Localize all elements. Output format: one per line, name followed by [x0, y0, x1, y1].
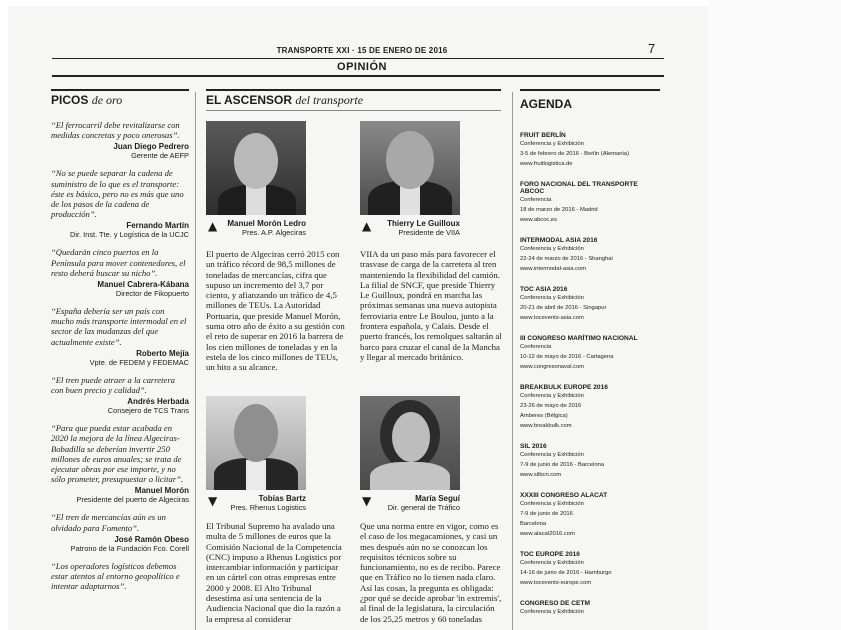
ascensor-rule	[206, 89, 501, 91]
up-arrow-icon: ▲	[208, 219, 218, 233]
agenda-event: TOC ASIA 2016 Conferencia y Exhibición 20-21 de abril de 2016 - Singapur www.tocevents-asia.com	[520, 286, 607, 321]
agenda-title: AGENDA	[520, 97, 573, 111]
agenda-event: TOC EUROPE 2016 Conferencia y Exhibición 14-16 de junio de 2016 - Hamburgo www.tocevents-europe.com	[520, 551, 612, 586]
photo-tobias-bartz	[206, 396, 306, 490]
quote-item: “El ferrocarril debe revitalizarse con medidas concretas y poco onerosas”. Juan Diego Pedrero Gerente de AEFP	[51, 120, 189, 161]
newspaper-page	[8, 6, 708, 630]
agenda-rule	[520, 89, 660, 91]
agenda-event: FORO NACIONAL DEL TRANSPORTE ABCOC Conferencia 18 de marzo de 2016 - Madrid www.abcoc.es	[520, 181, 638, 223]
article-bartz: El Tribunal Supremo ha avalado una multa de 5 millones de euros que la Comisión Nacional de la Competencia (CNC) impuso a Rhenus Logistics por intercambiar información y participar en un cártel con otras empresas entre 2000 y 2008. El Alto Tribunal desestima así una sentencia de la Audiencia Nacional que dio la razón a la empresa al considerar	[206, 521, 342, 624]
quote-item: “Los operadores logísticos debemos estar atentos al entorno geopolítico e intentar adaptarnos”.	[51, 560, 180, 592]
agenda-event: FRUIT BERLÍN Conferencia y Exhibición 3-5 de febrero de 2016 - Berlín (Alemania) www.fruitlogistica.de	[520, 132, 629, 167]
caption-tobias-bartz: Tobías Bartz Pres. Rhenus Logistics	[230, 494, 306, 512]
photo-thierry-le-guilloux	[360, 121, 460, 215]
section-rule	[52, 75, 664, 77]
down-arrow-icon: ▼	[362, 494, 372, 508]
article-le-guilloux: VIIA da un paso más para favorecer el trasvase de carga de la carretera al tren manteniendo la flexibilidad del camión. La filial de SNCF, que preside Thierry Le Guilloux, pondrá en marcha las próximas semanas una nueva autopista ferroviaria entre Le Boulou, junto a la frontera española, y Calais. Desde el puerto francés, los remolques saltarán al barco para cruzar el canal de la Mancha y llegar al mercado británico.	[360, 249, 502, 362]
down-arrow-icon: ▼	[208, 494, 218, 508]
photo-maria-segui	[360, 396, 460, 490]
quote-item: “El tren puede atraer a la carretera con buen precio y calidad”. Andrés Herbada Consejero de TCS Trans	[51, 374, 189, 416]
quote-item: “Para que pueda estar acabada en 2020 la mejora de la línea Algeciras-Bobadilla se deberían invertir 250 millones de euros anuales; se trata de ejecutar obras por ese importe, y no sólo prometer, presupuestar o licitar”. Manuel Morón Presidente del puerto de Algeciras	[51, 423, 189, 505]
article-moron: El puerto de Algeciras cerró 2015 con un tráfico récord de 98,5 millones de toneladas de mercancías, cifra que supuso un incremento del 3,7 por ciento, y afianzando un tráfico de 4,5 millones de TEUs. La Autoridad Portuaria, que preside Manuel Morón, suma otro año de éxito a su gestión con el reto de superar en 2016 la barrera de los cien millones de toneladas y en la estela de los cinco millones de TEUs, un hito a su alcance.	[206, 249, 345, 373]
top-rule	[52, 58, 664, 59]
caption-thierry-le-guilloux: Thierry Le Guilloux Presidente de VIIA	[387, 219, 460, 237]
ascensor-title: EL ASCENSOR del transporte	[206, 93, 364, 107]
caption-manuel-moron: Manuel Morón Ledro Pres. A.P. Algeciras	[227, 219, 306, 237]
picos-title: PICOS de oro	[51, 93, 123, 107]
agenda-event: CONGRESO DE CETM Conferencia y Exhibición	[520, 600, 590, 615]
picos-rule	[51, 89, 189, 91]
photo-manuel-moron	[206, 121, 306, 215]
article-segui: Que una norma entre en vigor, como es el caso de los megacamiones, y casi un mes después aún no se conozcan los requisitos técnicos sobre su funcionamiento, no es de recibo. Parece que en Tráfico no lo tienen nada claro. Así las cosas, la pregunta es obligada: ¿por qué se decide aprobar 'in extremis', al final de la legislatura, la circulación de los 25,25 metros y 60 toneladas	[360, 521, 502, 624]
agenda-event: XXXIII CONGRESO ALACAT Conferencia y Exhibición 7-9 de junio de 2016 Barcelona www.alacat2016.com	[520, 492, 608, 537]
page-number: 7	[648, 41, 656, 56]
column-divider	[195, 92, 196, 630]
up-arrow-icon: ▲	[362, 219, 372, 233]
agenda-event: BREAKBULK EUROPE 2016 Conferencia y Exhibición 23-26 de mayo de 2016 Amberes (Bélgica) www.breakbulk.com	[520, 384, 608, 429]
column-divider	[512, 92, 513, 630]
agenda-event: III CONGRESO MARÍTIMO NACIONAL Conferencia 10-12 de mayo de 2016 - Cartagena www.congresonaval.com	[520, 335, 638, 370]
quote-item: “España debería ser un país con mucho más transporte intermodal en el sector de las mudanzas del que actualmente existe”. Roberto Mejía Vpte. de FEDEM y FEDEMAC	[51, 306, 189, 367]
scan-margin	[708, 0, 841, 630]
publication-header: TRANSPORTE XXI · 15 DE ENERO DE 2016	[276, 46, 448, 55]
quote-item: “Quedarán cinco puertos en la Península para mover contenedores, el resto deberá buscar su nicho”. Manuel Cabrera-Kábana Director de Fikopuerto	[51, 247, 189, 299]
agenda-event: SIL 2016 Conferencia y Exhibición 7-9 de junio de 2016 - Barcelona www.silbcn.com	[520, 443, 605, 478]
quote-item: “El tren de mercancías aún es un olvidado para Fomento”. José Ramón Obeso Patrono de la Fundación Fco. Corell	[51, 512, 189, 553]
ascensor-subrule	[206, 110, 501, 111]
section-title: OPINIÓN	[337, 61, 387, 73]
agenda-event: INTERMODAL ASIA 2016 Conferencia y Exhibición 22-24 de marzo de 2016 - Shanghai www.intermodal-asia.com	[520, 237, 613, 272]
quote-item: “No se puede separar la cadena de suministro de lo que es el transporte: éste es básico, pero no es más que uno de los pasos de la cadena de producción”. Fernando Martín Dir. Inst. Tte. y Logística de la UCJC	[51, 168, 189, 240]
agenda-list	[520, 132, 660, 629]
caption-maria-segui: María Seguí Dir. general de Tráfico	[387, 494, 460, 512]
picos-column	[51, 120, 189, 591]
